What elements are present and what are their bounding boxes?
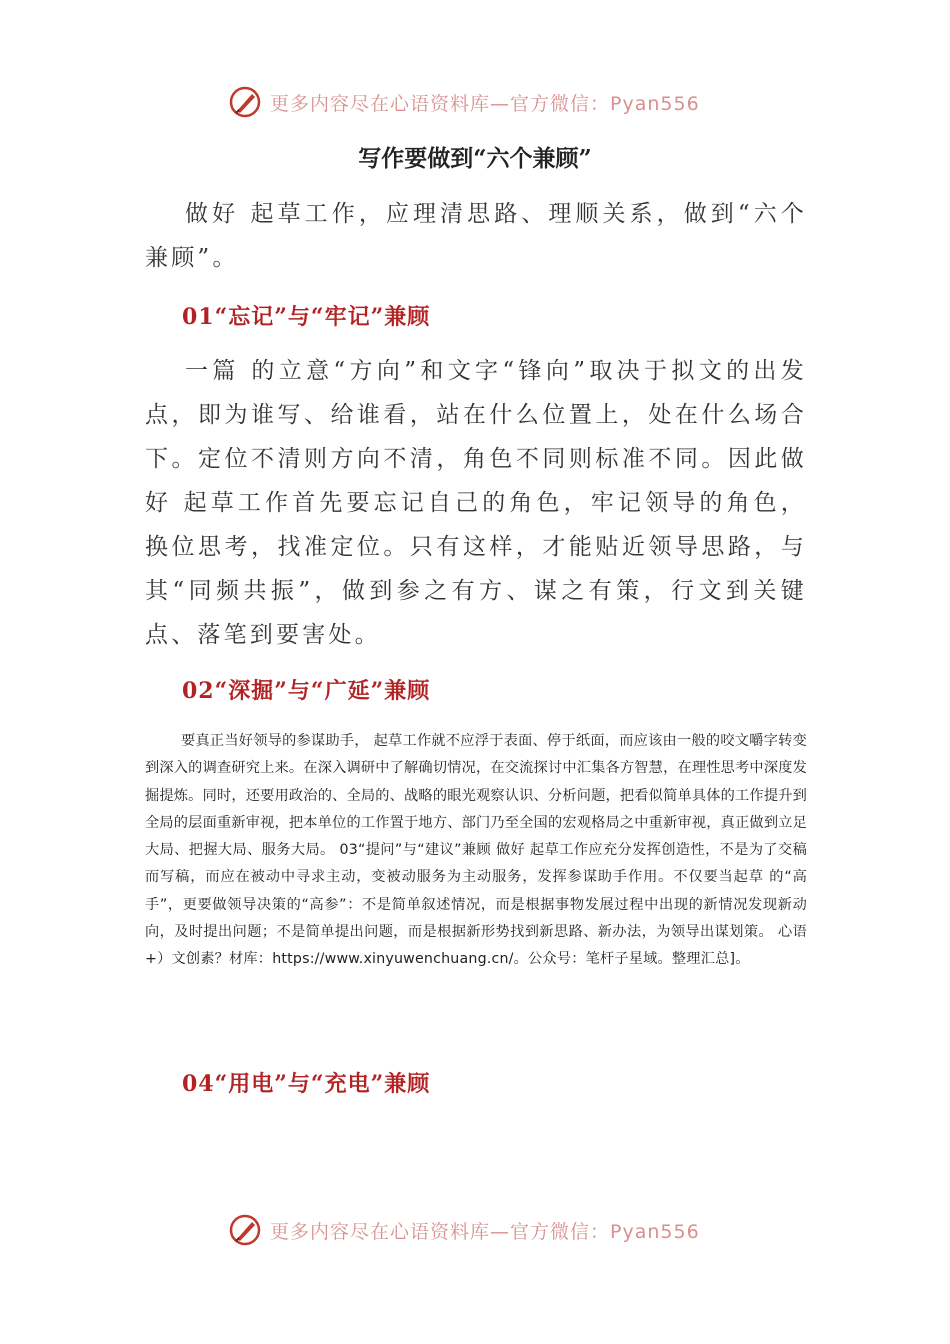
- section-body-01: 一篇 的立意“方向”和文字“锋向”取决于拟文的出发点，即为谁写、给谁看，站在什么位置上，处在什么场合下。定位不清则方向不清，角色不同则标准不同。因此做好 起草工作首先要忘记自己的角色，牢记领导的角色，换位思考，找准定位。只有这样，才能贴近领导思路，与其“同频共振”，做到参之有方、谋之有策，行文到关键点、落笔到要害处。: [145, 358, 807, 648]
- header-banner: [228, 82, 700, 122]
- intro-paragraph: 做好 起草工作，应理清思路、理顺关系，做到“六个兼顾”。: [145, 201, 807, 271]
- section-body-02: 要真正当好领导的参谋助手， 起草工作就不应浮于表面、停于纸面，而应该由一般的咬文嚼字转变到深入的调查研究上来。在深入调研中了解确切情况，在交流探讨中汇集各方智慧，在理性思考中深度发掘提炼。同时，还要用政治的、全局的、战略的眼光观察认识、分析问题，把看似简单具体的工作提升到全局的层面重新审视，把本单位的工作置于地方、部门乃至全国的宏观格局之中重新审视，真正做到立足大局、把握大局、服务大局。 03“提问”与“建议”兼顾 做好 起草工作应充分发挥创造性，不是为了交稿而写稿，而应在被动中寻求主动，变被动服务为主动服务，发挥参谋助手作用。不仅要当起草 的“高手”，更要做领导决策的“高参”：不是简单叙述情况，而是根据事物发展过程中出现的新情况发现新动向，及时提出问题；不是简单提出问题，而是根据新形势找到新思路、新办法，为领导出谋划策。 心语+）文创素？材库：https://www.xinyuwenchuang.cn/。公众号：笔杆子星域。整理汇总]。: [145, 733, 807, 968]
- quill-logo-icon: [228, 1213, 262, 1247]
- banner-text: 更多内容尽在心语资料库—官方微信：Pyan556: [270, 92, 700, 115]
- section-heading-01: 01“忘记”与“牢记”兼顾: [182, 304, 431, 330]
- document-title: 写作要做到“六个兼顾”: [358, 145, 592, 172]
- banner-text: 更多内容尽在心语资料库—官方微信：Pyan556: [270, 1220, 700, 1243]
- section-heading-04: 04“用电”与“充电”兼顾: [182, 1071, 431, 1097]
- section-heading-02: 02“深掘”与“广延”兼顾: [182, 678, 431, 704]
- footer-banner: [228, 1210, 700, 1250]
- quill-logo-icon: [228, 85, 262, 119]
